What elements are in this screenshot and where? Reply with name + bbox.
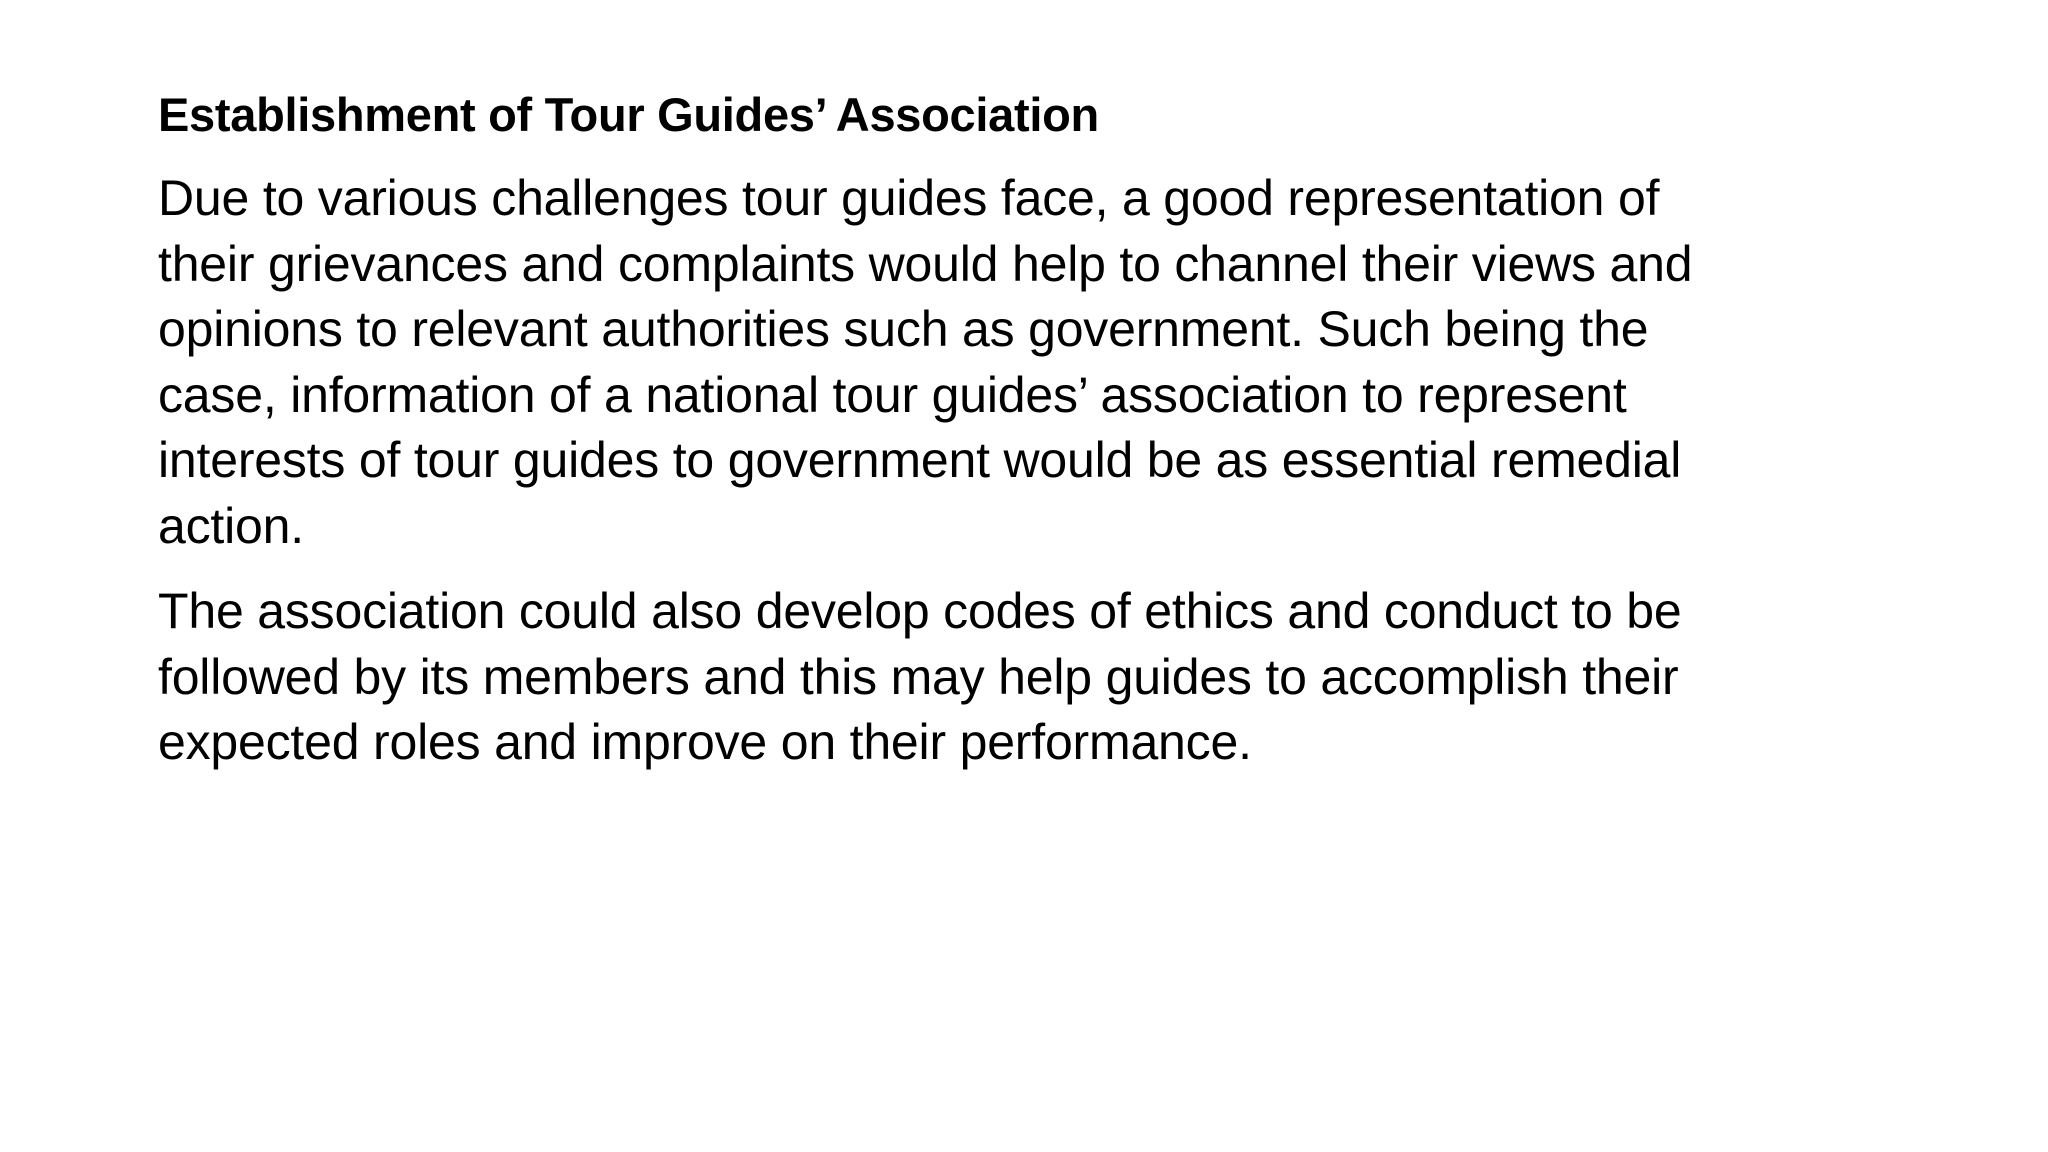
- paragraph-line: expected roles and improve on their performance.: [158, 714, 1252, 770]
- paragraph-line: case, information of a national tour guides’ association to represent: [158, 366, 1627, 423]
- paragraph-line: followed by its members and this may help guides to accomplish their: [158, 648, 1679, 705]
- slide-title: Establishment of Tour Guides’ Association: [158, 88, 1099, 141]
- paragraph-1: [158, 166, 1918, 559]
- paragraph-line: opinions to relevant authorities such as government. Such being the: [158, 301, 1649, 357]
- paragraph-line: interests of tour guides to government would be as essential remedial: [158, 432, 1682, 488]
- paragraph-line: their grievances and complaints would help to channel their views and: [158, 235, 1693, 292]
- paragraph-2: [158, 579, 1918, 776]
- paragraph-line: action.: [158, 497, 304, 554]
- slide-content: [158, 80, 1918, 796]
- paragraph-line: The association could also develop codes of ethics and conduct to be: [158, 583, 1682, 639]
- paragraph-line: Due to various challenges tour guides face, a good representation of: [158, 170, 1660, 226]
